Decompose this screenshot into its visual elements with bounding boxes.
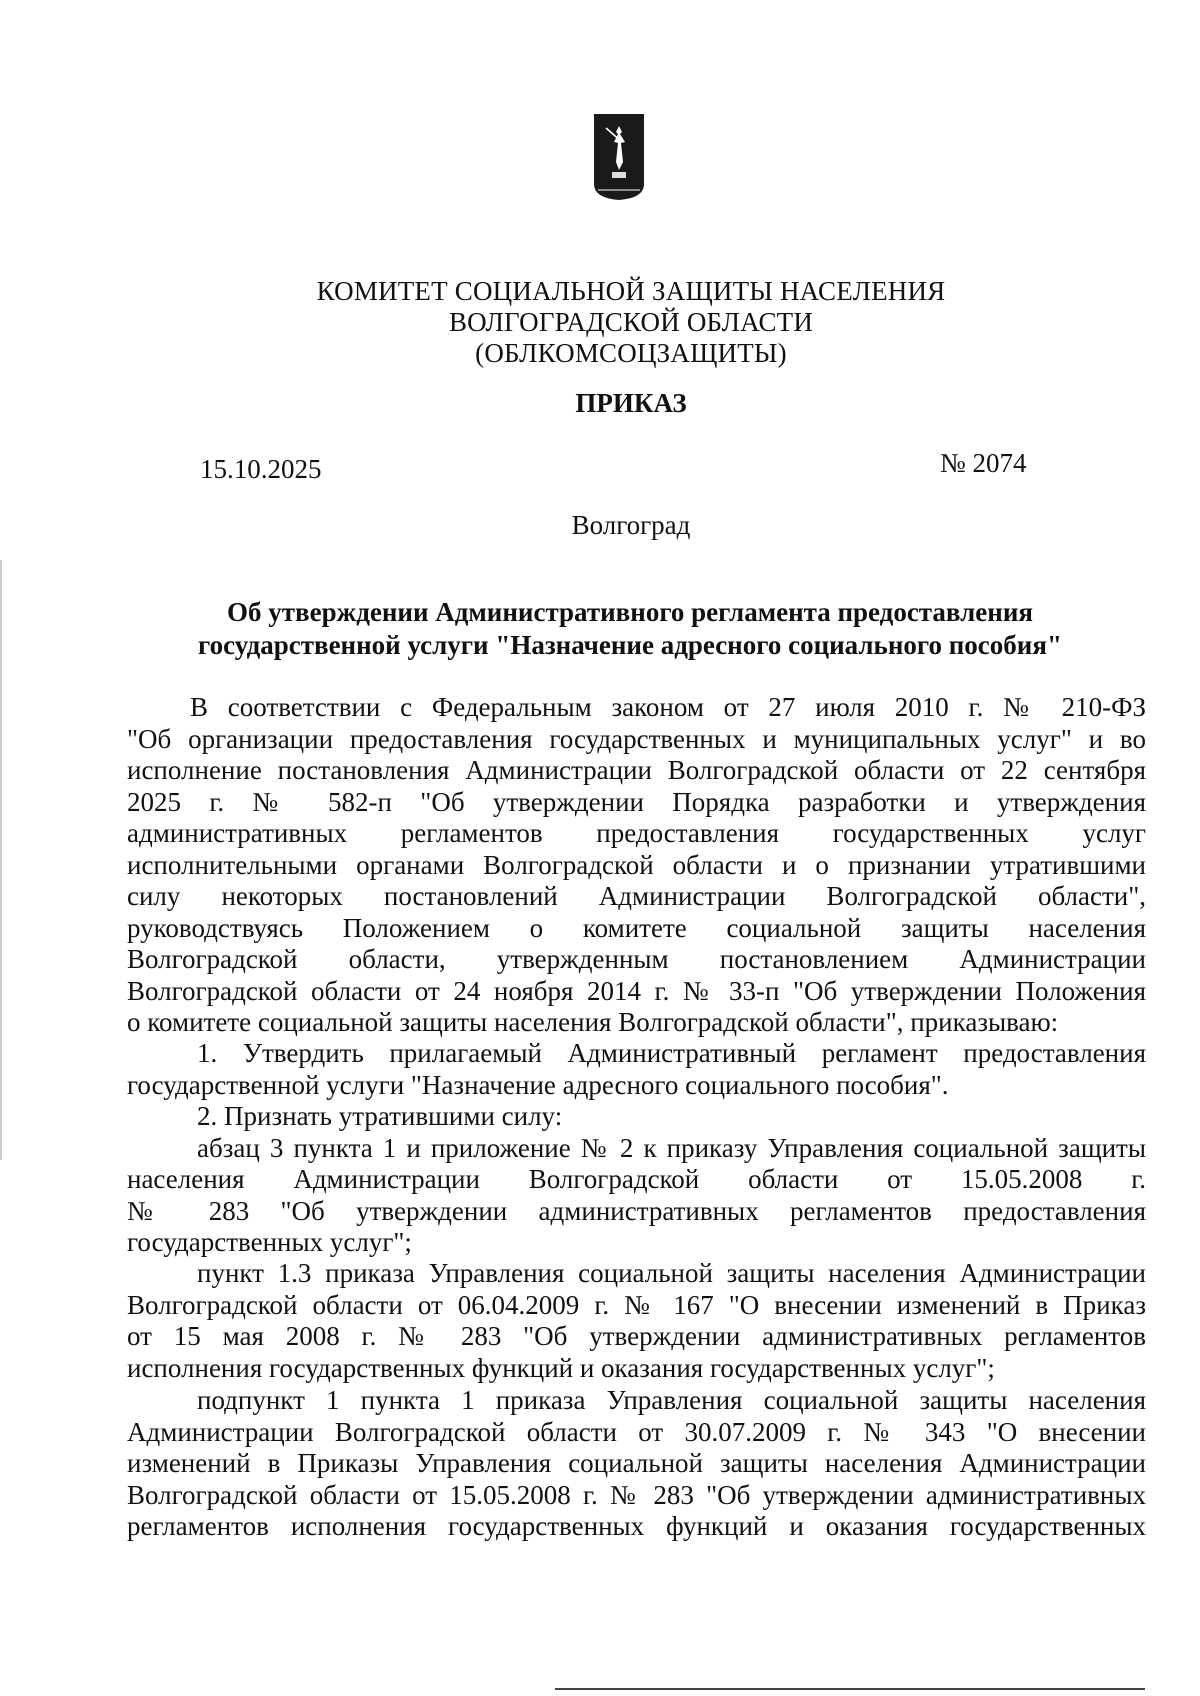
coat-of-arms-icon <box>592 112 646 202</box>
text-line: подпункт 1 пункта 1 приказа Управления социальной защиты населения <box>197 1385 1146 1415</box>
text-line: регламентов исполнения государственных функций и оказания государственных <box>127 1511 1146 1541</box>
text-line: исполнения государственных функций и оказания государственных услуг"; <box>127 1352 995 1383</box>
text-line: Волгоградской области, утвержденным постановлением Администрации <box>127 944 1146 974</box>
text-line: Волгоградской области от 06.04.2009 г. № 167 "О внесении изменений в Приказ <box>127 1289 1146 1320</box>
document-type-title: ПРИКАЗ <box>575 388 687 418</box>
subject-line-1: Об утверждении Административного регламента предоставления <box>227 597 1033 627</box>
preamble-paragraph <box>127 692 1146 1039</box>
footer-rule <box>555 1688 1145 1690</box>
text-line: пункт 1.3 приказа Управления социальной защиты населения Администрации <box>197 1258 1146 1288</box>
text-line: от 15 мая 2008 г. № 283 "Об утверждении административных регламентов <box>127 1321 1146 1351</box>
order-subject <box>130 596 1130 662</box>
items-paragraph <box>127 1038 1146 1259</box>
text-line: исполнение постановления Администрации Волгоградской области от 22 сентября <box>127 755 1146 785</box>
text-line: 2. Признать утратившими силу: <box>197 1101 563 1131</box>
text-line: силу некоторых постановлений Администрации Волгоградской области", <box>127 881 1146 911</box>
order-date: 15.10.2025 <box>200 454 322 484</box>
text-line: № 283 "Об утверждении административных регламентов предоставления <box>127 1195 1146 1226</box>
order-number: № 2074 <box>940 448 1027 478</box>
text-line: изменений в Приказы Управления социальной защиты населения Администрации <box>127 1448 1146 1478</box>
text-line: Волгоградской области от 15.05.2008 г. № 283 "Об утверждении административных <box>127 1479 1146 1510</box>
text-line: административных регламентов предоставления государственных услуг <box>127 818 1146 848</box>
text-line: Администрации Волгоградской области от 30.07.2009 г. № 343 "О внесении <box>127 1416 1146 1447</box>
text-line: о комитете социальной защиты населения Волгоградской области", приказываю: <box>127 1007 1059 1037</box>
text-line: В соответствии с Федеральным законом от 27 июля 2010 г. № 210-ФЗ <box>190 692 1146 722</box>
text-line: руководствуясь Положением о комитете социальной защиты населения <box>127 912 1146 943</box>
org-name-line-2: ВОЛГОГРАДСКОЙ ОБЛАСТИ <box>448 307 814 337</box>
text-line: 1. Утвердить прилагаемый Административный регламент предоставления <box>197 1038 1146 1068</box>
org-name-abbreviation: (ОБЛКОМСОЦЗАЩИТЫ) <box>475 338 787 368</box>
text-line: исполнительными органами Волгоградской области и о признании утратившими <box>127 849 1146 880</box>
subject-line-2: государственной услуги "Назначение адресного социального пособия" <box>198 630 1062 660</box>
text-line: абзац 3 пункта 1 и приложение № 2 к приказу Управления социальной защиты <box>197 1132 1146 1163</box>
text-line: "Об организации предоставления государственных и муниципальных услуг" и во <box>127 723 1146 754</box>
text-line: государственных услуг"; <box>127 1227 412 1257</box>
org-name-line-1: КОМИТЕТ СОЦИАЛЬНОЙ ЗАЩИТЫ НАСЕЛЕНИЯ <box>316 276 946 306</box>
subitem-paragraph-2 <box>127 1258 1146 1384</box>
text-line: государственной услуги "Назначение адресного социального пособия". <box>127 1069 949 1100</box>
text-line: 2025 г. № 582-п "Об утверждении Порядка разработки и утверждения <box>127 786 1146 817</box>
text-line: населения Администрации Волгоградской области от 15.05.2008 г. <box>127 1164 1146 1194</box>
text-line: Волгоградской области от 24 ноября 2014 г. № 33-п "Об утверждении Положения <box>127 975 1146 1006</box>
subitem-paragraph-3 <box>127 1385 1146 1543</box>
order-city: Волгоград <box>571 510 691 540</box>
scan-edge-mark <box>0 560 2 1160</box>
